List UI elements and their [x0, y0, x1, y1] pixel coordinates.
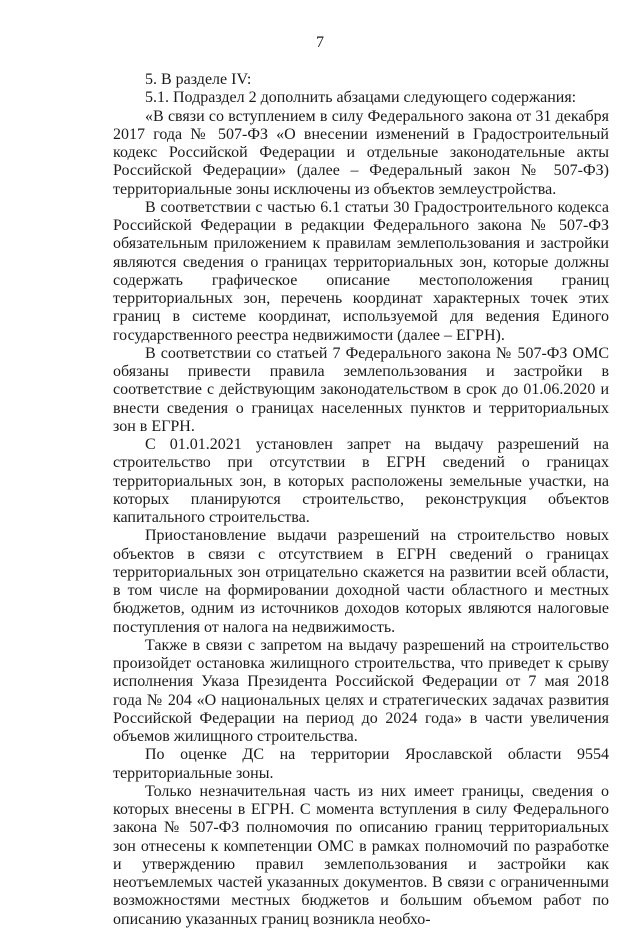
paragraph-section-heading: 5. В разделе IV: — [145, 71, 252, 88]
paragraph: По оценке ДС на территории Ярославской области 9554 территориальные зоны. — [113, 746, 609, 782]
paragraph: Приостановление выдачи разрешений на строительство новых объектов в связи с отсутствием в ЕГРН сведений о границах территориальных зон отрицательно скажется на развитии всей области, в том числе на формировании доходной части областного и местных бюджетов, одним из источников доходов которых являются налоговые поступления от налога на недвижимость. — [113, 527, 609, 636]
page-number: 7 — [316, 34, 324, 51]
paragraph: Только незначительная часть из них имеет границы, сведения о которых внесены в ЕГРН. С момента вступления в силу Федерального закона № 507-ФЗ полномочия по описанию границ территориальных зон отнесены к компетенции ОМС в рамках полномочий по разработке и утверждению правил землепользования и застройки как неотъемлемых частей указанных документов. В связи с ограниченными возможностями местных бюджетов и большим объемом работ по описанию указанных границ возникла необхо- — [113, 782, 609, 928]
paragraph: В соответствии с частью 6.1 статьи 30 Градостроительного кодекса Российской Федерации в редакции Федерального закона № 507-ФЗ обязательным приложением к правилам землепользования и застройки являются сведения о границах территориальных зон, которые должны содержать графическое описание местоположения границ территориальных зон, перечень координат характерных точек этих границ в системе координат, используемой для ведения Единого государственного реестра недвижимости (далее – ЕГРН). — [113, 198, 609, 344]
paragraph: Также в связи с запретом на выдачу разрешений на строительство произойдет остановка жилищного строительства, что приведет к срыву исполнения Указа Президента Российской Федерации от 7 мая 2018 года № 204 «О национальных целях и стратегических задачах развития Российской Федерации на период до 2024 года» в части увеличения объемов жилищного строительства. — [113, 636, 609, 745]
paragraph: «В связи со вступлением в силу Федерального закона от 31 декабря 2017 года № 507-ФЗ «О внесении изменений в Градостроительный кодекс Российской Федерации и отдельные законодательные акты Российской Федерации» (далее – Федеральный закон № 507-ФЗ) территориальные зоны исключены из объектов землеустройства. — [113, 107, 609, 198]
document-body — [113, 71, 609, 929]
paragraph-subsection-heading: 5.1. Подраздел 2 дополнить абзацами следующего содержания: — [145, 89, 577, 107]
paragraph: С 01.01.2021 установлен запрет на выдачу разрешений на строительство при отсутствии в ЕГРН сведений о границах территориальных зон, в которых расположены земельные участки, на которых планируются строительство, реконструкция объектов капитального строительства. — [113, 436, 609, 526]
paragraph: В соответствии со статьей 7 Федерального закона № 507-ФЗ ОМС обязаны привести правила землепользования и застройки в соответствие с действующим законодательством в срок до 01.06.2020 и внести сведения о границах населенных пунктов и территориальных зон в ЕГРН. — [113, 344, 609, 435]
